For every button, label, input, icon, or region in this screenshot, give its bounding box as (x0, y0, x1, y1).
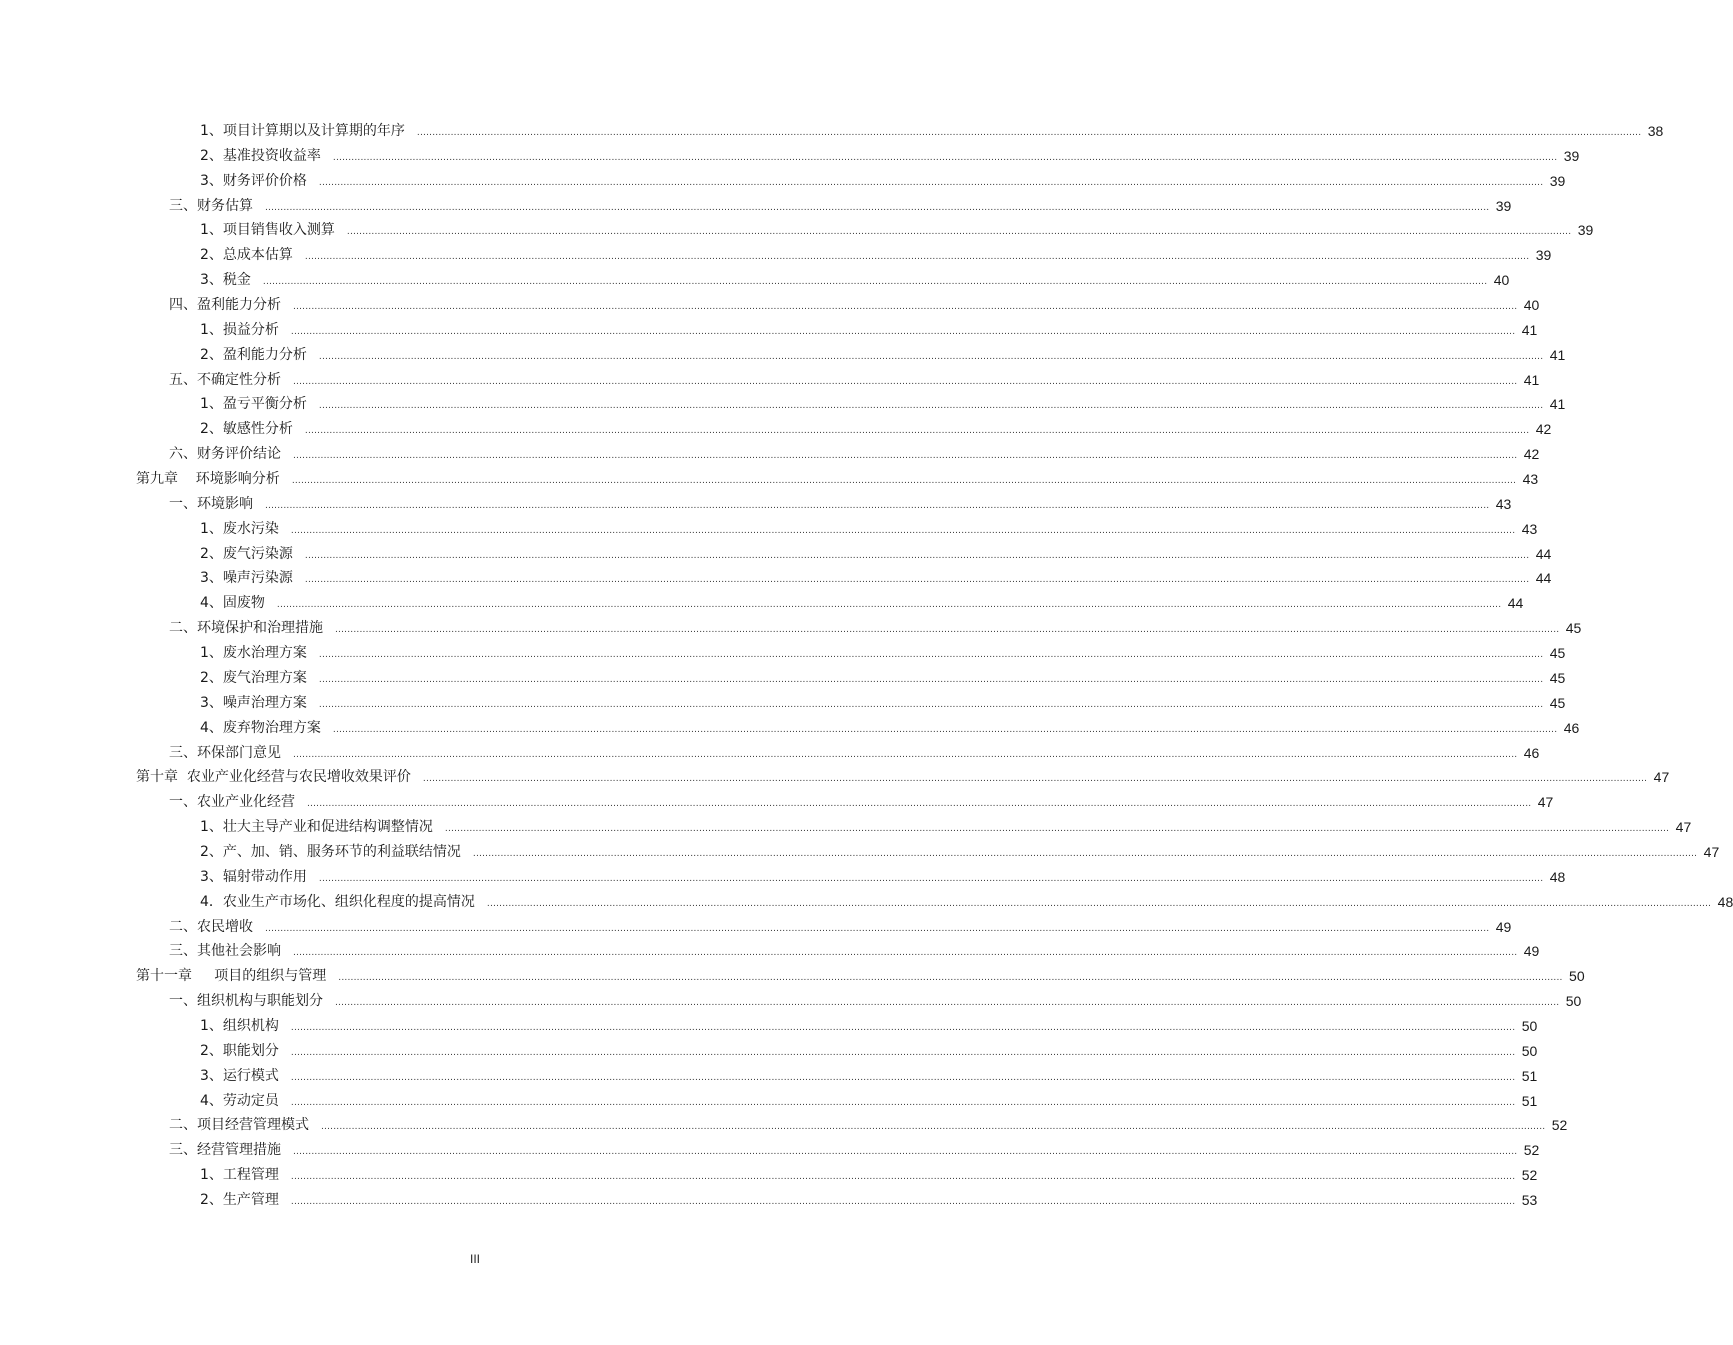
toc-entry-page-number: 41 (1523, 371, 1540, 388)
dot-leader: ................................................................................................................................................................................................................................................................................................................................................................................................................ (293, 1147, 1518, 1158)
toc-entry-label: 1、组织机构 (200, 1017, 279, 1034)
toc-entry[interactable] (200, 419, 1552, 439)
toc-entry-label: 六、财务评价结论 (169, 446, 281, 463)
toc-entry-page-number: 38 (1647, 123, 1664, 139)
toc-entry[interactable] (200, 146, 1580, 166)
toc-entry-page-number: 46 (1523, 744, 1540, 761)
dot-leader: ................................................................................................................................................................................................................................................................................................................................................................................................................ (293, 302, 1518, 313)
toc-entry-label: 3、辐射带动作用 (200, 868, 307, 885)
toc-entry-page-number: 45 (1549, 694, 1566, 711)
toc-entry-page-number: 52 (1551, 1117, 1568, 1134)
dot-leader: ................................................................................................................................................................................................................................................................................................................................................................................................................ (346, 227, 1572, 238)
toc-entry[interactable] (169, 1115, 1568, 1135)
toc-entry-page-number: 39 (1563, 147, 1580, 164)
toc-entry-page-number: 50 (1521, 1017, 1538, 1034)
dot-leader: ................................................................................................................................................................................................................................................................................................................................................................................................................ (290, 1072, 1516, 1083)
toc-entry-label: 2、职能划分 (200, 1042, 279, 1059)
dot-leader: ................................................................................................................................................................................................................................................................................................................................................................................................................ (338, 973, 1563, 984)
dot-leader: ................................................................................................................................................................................................................................................................................................................................................................................................................ (472, 848, 1698, 859)
toc-entry[interactable] (200, 1041, 1538, 1061)
toc-entry-page-number: 44 (1507, 595, 1524, 612)
toc-entry[interactable] (200, 568, 1552, 588)
toc-entry-page-number: 50 (1569, 968, 1585, 985)
toc-entry[interactable] (200, 1066, 1538, 1086)
toc-entry[interactable] (200, 245, 1552, 265)
toc-entry-label: 2、废气污染源 (200, 545, 293, 562)
toc-entry[interactable] (200, 394, 1566, 414)
toc-entry-label: 三、环保部门意见 (169, 744, 281, 761)
toc-entry-label: 4、固废物 (200, 595, 265, 612)
toc-entry[interactable] (200, 867, 1566, 887)
toc-entry-label: 第九章 环境影响分析 (136, 471, 280, 488)
toc-entry[interactable] (169, 618, 1582, 638)
toc-entry[interactable] (169, 444, 1540, 464)
dot-leader: ................................................................................................................................................................................................................................................................................................................................................................................................................ (290, 1172, 1516, 1183)
toc-entry-label: 2、总成本估算 (200, 247, 293, 264)
toc-entry[interactable] (200, 345, 1566, 365)
dot-leader: ................................................................................................................................................................................................................................................................................................................................................................................................................ (318, 873, 1544, 884)
toc-entry[interactable] (200, 593, 1524, 613)
dot-leader: ................................................................................................................................................................................................................................................................................................................................................................................................................ (318, 401, 1544, 412)
toc-entry-page-number: 42 (1535, 421, 1552, 438)
dot-leader: ................................................................................................................................................................................................................................................................................................................................................................................................................ (290, 326, 1516, 337)
toc-entry[interactable] (200, 842, 1720, 862)
toc-entry-label: 3、财务评价价格 (200, 172, 307, 189)
dot-leader: ................................................................................................................................................................................................................................................................................................................................................................................................................ (318, 650, 1544, 661)
toc-entry-label: 1、项目计算期以及计算期的年序 (200, 123, 405, 139)
dot-leader: ................................................................................................................................................................................................................................................................................................................................................................................................................ (318, 674, 1544, 685)
dot-leader: ................................................................................................................................................................................................................................................................................................................................................................................................................ (290, 525, 1516, 536)
toc-entry-page-number: 51 (1521, 1067, 1538, 1084)
toc-entry-page-number: 45 (1565, 620, 1582, 637)
dot-leader: ................................................................................................................................................................................................................................................................................................................................................................................................................ (265, 202, 1490, 213)
toc-entry-page-number: 44 (1535, 570, 1552, 587)
toc-entry-page-number: 51 (1521, 1092, 1538, 1109)
toc-entry[interactable] (200, 270, 1510, 290)
toc-entry[interactable] (200, 718, 1580, 738)
toc-entry-label: 三、财务估算 (169, 197, 253, 214)
toc-entry[interactable] (169, 743, 1540, 763)
toc-entry-page-number: 46 (1563, 719, 1580, 736)
dot-leader: ................................................................................................................................................................................................................................................................................................................................................................................................................ (318, 699, 1544, 710)
toc-entry-page-number: 50 (1521, 1042, 1538, 1059)
toc-entry-label: 1、壮大主导产业和促进结构调整情况 (200, 819, 433, 836)
toc-entry-label: 1、废水污染 (200, 520, 279, 537)
toc-entry-label: 五、不确定性分析 (169, 371, 281, 388)
toc-entry[interactable] (169, 370, 1540, 390)
toc-entry[interactable] (200, 892, 1733, 912)
toc-entry-label: 1、工程管理 (200, 1167, 279, 1184)
toc-entry-page-number: 43 (1495, 495, 1512, 512)
toc-entry-label: 3、噪声治理方案 (200, 694, 307, 711)
toc-entry-label: 三、其他社会影响 (169, 943, 281, 960)
toc-entry-page-number: 49 (1523, 943, 1540, 960)
toc-entry-page-number: 49 (1495, 918, 1512, 935)
toc-entry-label: 1、损益分析 (200, 321, 279, 338)
toc-entry-label: 四、盈利能力分析 (169, 297, 281, 314)
toc-entry[interactable] (200, 519, 1538, 539)
dot-leader: ................................................................................................................................................................................................................................................................................................................................................................................................................ (290, 1022, 1516, 1033)
toc-entry-page-number: 47 (1675, 819, 1692, 836)
toc-entry-label: 第十章 农业产业化经营与农民增收效果评价 (136, 769, 411, 786)
dot-leader: ................................................................................................................................................................................................................................................................................................................................................................................................................ (290, 1097, 1516, 1108)
toc-entry-page-number: 41 (1549, 346, 1566, 363)
toc-entry-page-number: 50 (1565, 993, 1582, 1010)
dot-leader: ................................................................................................................................................................................................................................................................................................................................................................................................................ (304, 426, 1530, 437)
dot-leader: ................................................................................................................................................................................................................................................................................................................................................................................................................ (332, 724, 1558, 735)
dot-leader: ................................................................................................................................................................................................................................................................................................................................................................................................................ (304, 575, 1530, 586)
toc-entry-label: 第十一章 项目的组织与管理 (136, 968, 327, 985)
toc-entry-label: 1、盈亏平衡分析 (200, 396, 307, 413)
toc-entry[interactable] (200, 544, 1552, 564)
toc-entry-page-number: 45 (1549, 669, 1566, 686)
dot-leader: ................................................................................................................................................................................................................................................................................................................................................................................................................ (293, 451, 1518, 462)
toc-entry-page-number: 40 (1493, 272, 1510, 289)
toc-entry[interactable] (200, 171, 1566, 191)
toc-entry-label: 一、环境影响 (169, 495, 253, 512)
toc-entry-page-number: 43 (1522, 471, 1539, 488)
toc-entry[interactable] (136, 469, 1539, 489)
toc-entry-label: 一、组织机构与职能划分 (169, 993, 323, 1010)
toc-entry[interactable] (169, 917, 1512, 937)
toc-entry-page-number: 52 (1521, 1167, 1538, 1184)
toc-entry[interactable] (200, 320, 1538, 340)
dot-leader: ................................................................................................................................................................................................................................................................................................................................................................................................................ (486, 898, 1712, 909)
toc-entry[interactable] (169, 941, 1540, 961)
toc-entry[interactable] (169, 494, 1512, 514)
toc-entry-label: 3、噪声污染源 (200, 570, 293, 587)
toc-entry-page-number: 47 (1537, 794, 1554, 811)
toc-entry-page-number: 47 (1653, 769, 1670, 786)
toc-entry-page-number: 39 (1495, 197, 1512, 214)
toc-entry-page-number: 41 (1521, 321, 1538, 338)
toc-entry-page-number: 48 (1549, 868, 1566, 885)
dot-leader: ................................................................................................................................................................................................................................................................................................................................................................................................................ (416, 128, 1642, 138)
toc-entry-label: 2、产、加、销、服务环节的利益联结情况 (200, 843, 461, 860)
dot-leader: ................................................................................................................................................................................................................................................................................................................................................................................................................ (290, 1196, 1516, 1207)
toc-entry[interactable] (136, 767, 1670, 787)
toc-entry-label: 2、基准投资收益率 (200, 147, 321, 164)
dot-leader: ................................................................................................................................................................................................................................................................................................................................................................................................................ (318, 351, 1544, 362)
toc-entry-label: 一、农业产业化经营 (169, 794, 295, 811)
dot-leader: ................................................................................................................................................................................................................................................................................................................................................................................................................ (293, 376, 1518, 387)
toc-entry-page-number: 39 (1549, 172, 1566, 189)
toc-entry-label: 4、劳动定员 (200, 1092, 279, 1109)
toc-entry-label: 1、项目销售收入测算 (200, 222, 335, 239)
dot-leader: ................................................................................................................................................................................................................................................................................................................................................................................................................ (335, 998, 1560, 1009)
toc-entry-page-number: 47 (1703, 843, 1720, 860)
dot-leader: ................................................................................................................................................................................................................................................................................................................................................................................................................ (276, 600, 1502, 611)
toc-entry-label: 二、环境保护和治理措施 (169, 620, 323, 637)
dot-leader: ................................................................................................................................................................................................................................................................................................................................................................................................................ (265, 923, 1490, 934)
toc-entry[interactable] (200, 1016, 1538, 1036)
toc-entry-label: 二、农民增收 (169, 918, 253, 935)
toc-entry[interactable] (169, 792, 1554, 812)
toc-entry[interactable] (200, 121, 1664, 141)
dot-leader: ................................................................................................................................................................................................................................................................................................................................................................................................................ (293, 749, 1518, 760)
toc-entry[interactable] (200, 1165, 1538, 1185)
toc-entry-label: 3、税金 (200, 272, 251, 289)
dot-leader: ................................................................................................................................................................................................................................................................................................................................................................................................................ (307, 799, 1532, 810)
toc-entry-label: 二、项目经营管理模式 (169, 1117, 309, 1134)
dot-leader: ................................................................................................................................................................................................................................................................................................................................................................................................................ (262, 277, 1488, 288)
toc-entry-label: 1、废水治理方案 (200, 645, 307, 662)
toc-entry-label: 2、敏感性分析 (200, 421, 293, 438)
toc-entry-page-number: 45 (1549, 645, 1566, 662)
toc-entry-label: 2、废气治理方案 (200, 669, 307, 686)
dot-leader: ................................................................................................................................................................................................................................................................................................................................................................................................................ (335, 625, 1560, 636)
dot-leader: ................................................................................................................................................................................................................................................................................................................................................................................................................ (321, 1122, 1546, 1133)
toc-entry[interactable] (200, 817, 1692, 837)
dot-leader: ................................................................................................................................................................................................................................................................................................................................................................................................................ (332, 152, 1558, 163)
toc-entry[interactable] (169, 991, 1582, 1011)
toc-entry-label: 4、废弃物治理方案 (200, 719, 321, 736)
toc-entry-label: 3、运行模式 (200, 1067, 279, 1084)
toc-entry-label: 三、经营管理措施 (169, 1142, 281, 1159)
dot-leader: ................................................................................................................................................................................................................................................................................................................................................................................................................ (265, 500, 1490, 511)
toc-entry-page-number: 52 (1523, 1142, 1540, 1159)
toc-entry[interactable] (200, 220, 1594, 240)
toc-entry-page-number: 39 (1577, 222, 1594, 239)
toc-entry-label: 4．农业生产市场化、组织化程度的提高情况 (200, 893, 475, 910)
toc-entry[interactable] (200, 643, 1566, 663)
toc-entry[interactable] (200, 668, 1566, 688)
dot-leader: ................................................................................................................................................................................................................................................................................................................................................................................................................ (318, 177, 1544, 188)
toc-entry[interactable] (169, 1140, 1540, 1160)
dot-leader: ................................................................................................................................................................................................................................................................................................................................................................................................................ (293, 948, 1518, 959)
dot-leader: ................................................................................................................................................................................................................................................................................................................................................................................................................ (290, 1047, 1516, 1058)
dot-leader: ................................................................................................................................................................................................................................................................................................................................................................................................................ (444, 824, 1670, 835)
toc-entry-page-number: 41 (1549, 396, 1566, 413)
dot-leader: ................................................................................................................................................................................................................................................................................................................................................................................................................ (422, 774, 1648, 785)
toc-entry[interactable] (136, 966, 1585, 986)
toc-entry-label: 2、盈利能力分析 (200, 346, 307, 363)
toc-entry[interactable] (200, 693, 1566, 713)
toc-entry-page-number: 39 (1535, 247, 1552, 264)
toc-entry[interactable] (169, 196, 1512, 216)
toc-entry-page-number: 44 (1535, 545, 1552, 562)
dot-leader: ................................................................................................................................................................................................................................................................................................................................................................................................................ (304, 550, 1530, 561)
dot-leader: ................................................................................................................................................................................................................................................................................................................................................................................................................ (291, 476, 1517, 487)
toc-entry-page-number: 43 (1521, 520, 1538, 537)
page-number-footer: III (469, 1252, 480, 1266)
toc-entry[interactable] (169, 295, 1540, 315)
toc-entry[interactable] (200, 1091, 1538, 1111)
toc-entry-page-number: 53 (1521, 1191, 1538, 1208)
dot-leader: ................................................................................................................................................................................................................................................................................................................................................................................................................ (304, 252, 1530, 263)
toc-entry-page-number: 42 (1523, 446, 1540, 463)
toc-entry-page-number: 48 (1717, 893, 1733, 910)
toc-entry-label: 2、生产管理 (200, 1191, 279, 1208)
toc-entry[interactable] (200, 1190, 1538, 1210)
toc-entry-page-number: 40 (1523, 297, 1540, 314)
